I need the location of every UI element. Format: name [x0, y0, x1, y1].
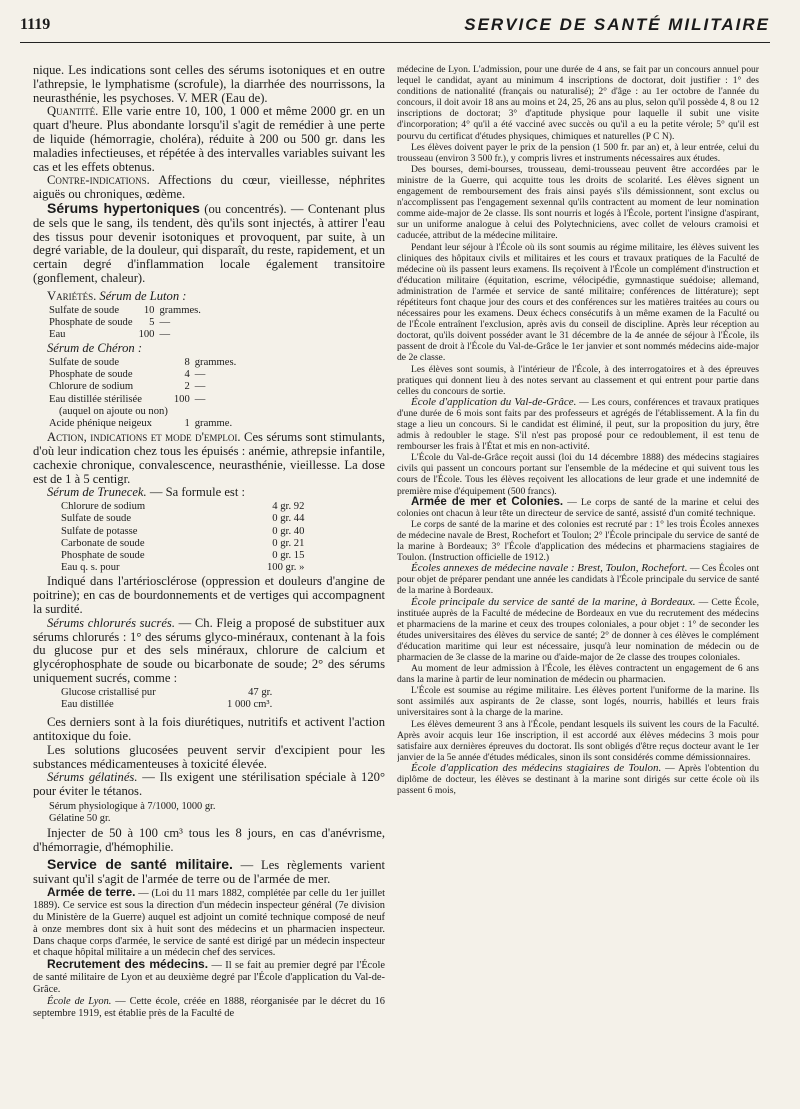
paragraph: Indiqué dans l'artériosclérose (oppression et douleurs d'angine de poitrine); en cas de bourdonnements et de vertiges qui accompagnent la surdité. — [33, 574, 385, 616]
formula-table-luton — [49, 305, 201, 342]
paragraph: Quantité. Elle varie entre 10, 100, 1 000 et même 2000 gr. en un quart d'heure. Plus abondante lorsqu'il s'agit de remédier à une perte de liquide (hémorragie, choléra), réduite à 200 ou 500 gr. dans les maladies infectieuses, et répétée à des intervalles variables suivant les cas et les effets obtenus. — [33, 104, 385, 174]
formula-row: Eau distillée stérilisée 100 — — [49, 393, 206, 405]
paragraph: École principale du service de santé de la marine, à Bordeaux. — Cette École, instituée auprès de la Faculté de médecine de Bordeaux en vue du recrutement des médecins et pharmaciens de la marine et ceux des troupes coloniales, a pour objet : 1° de seconder les études universitaires des élèves du service de santé; 2° de donner à ces élèves le complément d'éducation maritime qui leur est nécessaire, jusqu'à leur nomination de médecin ou de pharmacien de 3e classe de la marine ou d'aide-major de 2e classe des troupes coloniales. — [397, 595, 759, 663]
formula-row: Chlorure de sodium 2 — — [49, 381, 206, 393]
formula-row: Chlorure de sodium 4 gr. 92 — [61, 501, 305, 513]
formula-row: Glucose cristallisé pur 47 gr. — [61, 686, 273, 698]
paragraph: Écoles annexes de médecine navale : Brest, Toulon, Rochefort. — Ces Écoles ont pour objet de préparer pendant une année les candidats à l'École principale du service de santé de la marine à Bordeaux. — [397, 562, 759, 597]
formula-gelatine: Sérum physiologique à 7/1000, 1000 gr. Gélatine 50 gr. — [49, 800, 216, 824]
paragraph: Sérums chlorurés sucrés. — Ch. Fleig a proposé de substituer aux sérums chlorurés : 1° des sérums glyco-minéraux, contenant à la fois du glucose pur et des sels minéraux, chlorure de calcium et glycérophosphate de soude ou bicarbonate de soude; 2° des sérums uniquement sucrés, comme : — [33, 615, 385, 685]
formula-row: Phosphate de soude 0 gr. 15 — [61, 549, 305, 561]
formula-note: (auquel on ajoute ou non) — [59, 405, 168, 417]
page-header — [20, 16, 770, 43]
paragraph: École d'application des médecins stagiaires de Toulon. — Après l'obtention du diplôme de docteur, les élèves se destinant à la marine sont dirigés sur cette école où ils passent 6 mois, — [397, 761, 759, 797]
paragraph: Pendant leur séjour à l'École où ils sont soumis au régime militaire, les élèves suivent les cliniques des hôpitaux civils et militaires et les cours et travaux pratiques de la Faculté de médecine où ils passent leurs examens. Ils reçoivent à l'École un complément d'instruction et d'éducation militaire (équitation, escrime, vélocipédie, gymnastique suédoise; allemand, administration de l'armée et service de santé militaire; conférences de littérature); sept répétiteurs font chaque jour des cours et des conférences sur les matières traitées au cours ou nécessaires pour les examens. Deux échecs consécutifs à un même examen de la Faculté ou de l'École entraînent l'exclusion, après avis du conseil de discipline. Après leur réception au doctorat, qu'ils doivent posséder avant le 31 décembre de la 4e année de séjour à l'École, ils passent de droit à l'École du Val-de-Grâce le 1er janvier et sont nommés médecins aide-major de 2e classe. — [397, 241, 759, 364]
formula-title: Sérum de Chéron : — [47, 341, 143, 356]
paragraph: Service de santé militaire. — Les règlements varient suivant qu'il s'agit de l'armée de terre ou de l'armée de mer. — [33, 856, 385, 887]
paragraph: Sérum de Trunecek. — Sa formule est : — [47, 485, 245, 500]
paragraph: Les élèves demeurent 3 ans à l'École, pendant lesquels ils suivent les cours de la Faculté. Après avoir acquis leur 16e inscription, il est accordé aux élèves médecins 3 mois pour satisfaire aux dernières épreuves du doctorat. Ils sont obligés d'être reçus docteur avant le 1er janvier de la 5e année d'études médicales, sinon ils sont considérés comme démissionnaires. — [397, 718, 759, 763]
paragraph: Sérums hypertoniques (ou concentrés). — Contenant plus de sels que le sang, ils tendent, dès qu'ils sont injectés, à attirer l'eau des tissus pour devenir isotoniques et provoquent, par suite, à un degré variable, de la douleur, qui disparaît, du reste, rapidement, et un certain degré d'inflammation locale également transitoire (gonflement, chaleur). — [33, 199, 385, 285]
paragraph: Le corps de santé de la marine et des colonies est recruté par : 1° les trois Écoles annexes de médecine navale de Brest, Rochefort et Toulon; 2° l'École principale du service de santé de la marine à Bordeaux; 3° l'École d'application des médecins et pharmaciens stagiaires de Toulon. (Instruction officielle de 1912.) — [397, 518, 759, 564]
paragraph: Les élèves sont soumis, à l'intérieur de l'École, à des interrogatoires et à des épreuves pratiques qui donnent lieu à des notes servant au classement et qui entrent pour partie dans celles du concours de sortie. — [397, 363, 759, 397]
formula-table-sucre — [61, 687, 272, 711]
paragraph: L'École du Val-de-Grâce reçoit aussi (loi du 14 décembre 1888) des médecins stagiaires civils qui passent un concours portant sur l'ensemble de la médecine et qui suivent tous les cours de l'École. Tous les élèves reçoivent les allocations de leur grade et une indemnité de première mise d'équipement (500 francs). — [397, 452, 759, 497]
page-number: 1119 — [20, 16, 51, 33]
running-title: SERVICE DE SANTÉ MILITAIRE — [464, 15, 770, 34]
paragraph: École de Lyon. — Cette école, créée en 1888, réorganisée par le décret du 16 septembre 1919, est établie près de la Faculté de — [33, 996, 385, 1019]
paragraph: Recrutement des médecins. — Il se fait au premier degré par l'École de santé militaire de Lyon et au deuxième degré par l'École d'application du Val-de-Grâce. — [33, 957, 385, 996]
paragraph: Armée de mer et Colonies. — Le corps de santé de la marine et celui des colonies ont chacun à leur tête un directeur de service de santé, assisté d'un comité technique. — [397, 495, 759, 519]
formula-row: Sulfate de soude 0 gr. 44 — [61, 513, 305, 525]
paragraph: Armée de terre. — (Loi du 11 mars 1882, complétée par celle du 1er juillet 1889). Ce service est sous la direction d'un médecin inspecteur général (7e division du Ministère de la Guerre) auquel est adjoint un comité technique composé de neuf à onze membres dont six à huit sont des médecins et un pharmacien inspecteur. Dans chaque corps d'armée, le service de santé est dirigé par un médecin inspecteur et chaque hôpital militaire a un médecin chef des services. — [33, 884, 385, 959]
formula-row: Sulfate de potasse 0 gr. 40 — [61, 525, 305, 537]
paragraph: Des bourses, demi-bourses, trousseau, demi-trousseau peuvent être accordées par le ministre de la Guerre, qui acquitte tous les droits de scolarité. Les élèves signent un engagement de remboursement des frais ainsi payés s'ils démissionnent, sont exclus ou n'accomplissent pas l'engagement sexennal qu'ils contractent au moment de leur nomination comme aide-major de 2e classe. Ils sont nourris et logés à l'École, portent l'insigne d'aspirant, sur un uniforme analogue à celui des Polytechniciens, avec collet de velours cramoisi et caducée, attribut de la médecine militaire. — [397, 163, 759, 242]
paragraph: Injecter de 50 à 100 cm³ tous les 8 jours, en cas d'anévrisme, d'hémorragie, d'hémophilie. — [33, 825, 385, 854]
formula-table-cheron — [49, 357, 236, 430]
paragraph: Ces derniers sont à la fois diurétiques, nutritifs et activent l'action antitoxique du foie. — [33, 715, 385, 743]
section-heading: Sérums hypertoniques — [47, 199, 200, 216]
formula-row: Sulfate de soude 8 grammes. — [49, 356, 237, 368]
paragraph: L'École est soumise au régime militaire. Les élèves portent l'uniforme de la marine. Ils sont assimilés aux aspirants de 2e classe, sont logés, nourris, habillés et leurs frais universitaires sont à la charge de la marine. — [397, 685, 759, 719]
formula-row: Phosphate de soude 4 — — [49, 369, 206, 381]
left-column — [33, 64, 385, 1105]
paragraph: École d'application du Val-de-Grâce. — Les cours, conférences et travaux pratiques d'une durée de 6 mois sont faits par des professeurs et agrégés de l'établissement. A la fin du stage a lieu un concours. Si le candidat est éliminé, il peut, sur la proposition du jury, être admis à redoubler le stage. S'il n'est pas proposé pour ce redoublement, il est tenu de rembourser les frais à l'État et mis en non-activité. — [397, 395, 759, 453]
formula-row: Eau distillée 1 000 cm³. — [61, 698, 273, 710]
formula-row: Eau 100 — — [49, 328, 171, 340]
paragraph: Les élèves doivent payer le prix de la pension (1 500 fr. par an) et, à leur entrée, celui du trousseau (environ 3 500 fr.), y compris livres et instruments nécessaires aux études. — [397, 141, 759, 164]
paragraph: Les solutions glucosées peuvent servir d'excipient pour les substances médicamenteuses à toxicité élevée. — [33, 742, 385, 771]
section-heading: Service de santé militaire. — [47, 856, 233, 873]
paragraph: Contre-indications. Affections du cœur, vieillesse, néphrites aiguës ou chroniques, œdème. — [33, 173, 385, 202]
paragraph: médecine de Lyon. L'admission, pour une durée de 4 ans, se fait par un concours annuel pour lequel le candidat, ayant au minimum 4 inscriptions de doctorat, doit justifier : 1° des conditions de nationalité (français ou naturalisé); 2° d'âge : au 1er octobre de l'année du concours, il doit avoir 18 ans au moins et 24, 25, 26 ans au plus, selon qu'il possède 4, 8 ou 12 inscriptions de doctorat; 3° d'aptitude physique pour laquelle il subit une visite d'incorporation; 4° qu'il a été vacciné avec succès ou qu'il a eu la petite vérole; 5° qu'il est pourvu du certificat d'études physiques, chimiques et naturelles (P C N). — [397, 64, 759, 142]
paragraph: Sérums gélatinés. — Ils exigent une stérilisation spéciale à 120° pour éviter le tétanos. — [33, 770, 385, 799]
paragraph: Au moment de leur admission à l'École, les élèves contractent un engagement de 6 ans dans la marine à partir de leur nomination de médecin ou pharmacien. — [397, 663, 759, 686]
paragraph: nique. Les indications sont celles des sérums isotoniques et en outre l'athrepsie, le lymphatisme (scrofule), la diarrhée des nourrissons, la neurasthénie, les psychoses. V. MER (Eau de). — [33, 64, 385, 105]
formula-row: Carbonate de soude 0 gr. 21 — [61, 537, 305, 549]
formula-row: Eau q. s. pour 100 gr. » — [61, 562, 305, 574]
formula-row: Phosphate de soude 5 — — [49, 316, 171, 328]
paragraph: Variétés. Sérum de Luton : — [47, 288, 187, 303]
formula-table-trunecek — [61, 501, 304, 574]
paragraph: Action, indications et mode d'emploi. Ces sérums sont stimulants, d'où leur indication chez tous les épuisés : anémie, athrepsie infantile, cachexie chronique, convalescence, neurasthénie, vieillesse. La dose est de 1 à 5 centigr. — [33, 430, 385, 486]
right-column — [397, 64, 759, 1105]
formula-row: Sulfate de soude 10 grammes. — [49, 304, 201, 316]
formula-row: Acide phénique neigeux 1 gramme. — [49, 417, 233, 429]
